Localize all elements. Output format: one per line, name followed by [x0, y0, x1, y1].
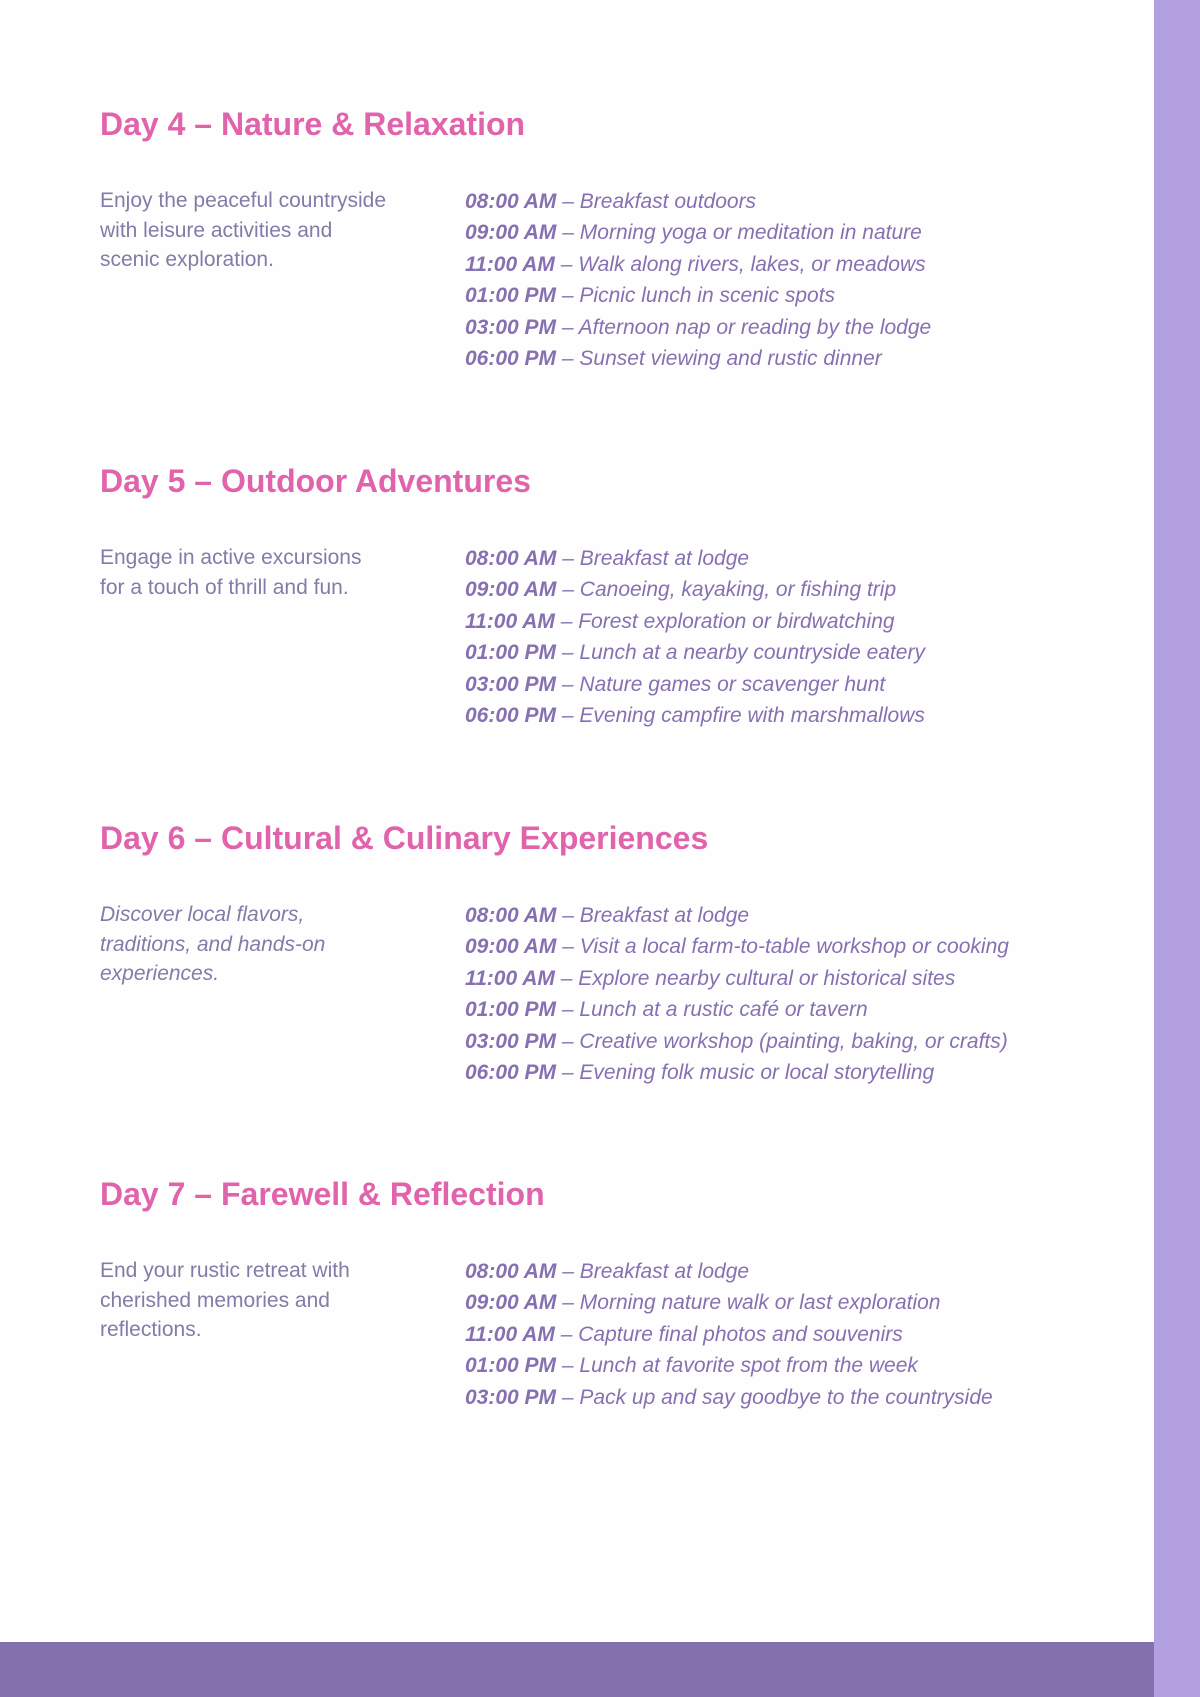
- day-title: Day 6 – Cultural & Culinary Experiences: [100, 820, 709, 856]
- separator: –: [556, 998, 580, 1022]
- day-title: Day 7 – Farewell & Reflection: [100, 1176, 545, 1212]
- schedule-time: 01:00 PM: [465, 641, 557, 665]
- day-description: End your rustic retreat with cherished memories and reflections.: [100, 1259, 350, 1341]
- separator: –: [556, 1385, 580, 1409]
- schedule-item: [465, 900, 1009, 931]
- schedule-item: [465, 963, 1009, 994]
- schedule-time: 03:00 PM: [465, 1385, 557, 1409]
- schedule-activity: Morning yoga or meditation in nature: [579, 221, 922, 245]
- schedule-item: [465, 637, 925, 668]
- schedule-item: [465, 669, 925, 700]
- schedule-item: [465, 1287, 993, 1318]
- schedule-item: [465, 1350, 993, 1381]
- separator: –: [556, 347, 580, 371]
- schedule-activity: Evening campfire with marshmallows: [579, 704, 925, 728]
- schedule-item: [465, 700, 925, 731]
- schedule-time: 09:00 AM: [465, 578, 557, 602]
- schedule-item: [465, 543, 925, 574]
- schedule-time: 08:00 AM: [465, 1260, 557, 1283]
- day-description: Engage in active excursions for a touch of thrill and fun.: [100, 546, 362, 599]
- separator: –: [556, 672, 580, 696]
- schedule-list: [465, 543, 925, 731]
- schedule-time: 06:00 PM: [465, 347, 557, 371]
- schedule-time: 03:00 PM: [465, 672, 557, 696]
- schedule-item: [465, 186, 931, 217]
- schedule-item: [465, 1057, 1009, 1088]
- schedule-item: [465, 931, 1009, 962]
- schedule-activity: Breakfast at lodge: [579, 904, 750, 927]
- bottom-accent-bar: [0, 1642, 1154, 1697]
- schedule-time: 01:00 PM: [465, 284, 557, 308]
- separator: –: [556, 1354, 580, 1378]
- schedule-time: 08:00 AM: [465, 904, 557, 927]
- schedule-time: 03:00 PM: [465, 315, 557, 339]
- schedule-item: [465, 312, 931, 343]
- schedule-list: [465, 1256, 993, 1413]
- schedule-time: 11:00 AM: [465, 966, 555, 990]
- schedule-activity: Creative workshop (painting, baking, or crafts): [579, 1029, 1008, 1053]
- separator: –: [556, 284, 580, 308]
- schedule-activity: Evening folk music or local storytelling: [579, 1061, 935, 1085]
- day-description: Enjoy the peaceful countryside with leisure activities and scenic exploration.: [100, 189, 387, 271]
- separator: –: [556, 315, 579, 339]
- separator: –: [556, 935, 580, 959]
- schedule-activity: Breakfast outdoors: [579, 190, 757, 213]
- separator: –: [554, 966, 579, 990]
- schedule-activity: Breakfast at lodge: [579, 1260, 750, 1283]
- schedule-activity: Picnic lunch in scenic spots: [579, 284, 836, 308]
- separator: –: [556, 704, 580, 728]
- schedule-time: 09:00 AM: [465, 221, 557, 245]
- schedule-time: 03:00 PM: [465, 1029, 557, 1053]
- schedule-activity: Lunch at favorite spot from the week: [579, 1354, 918, 1378]
- schedule-item: [465, 217, 931, 248]
- separator: –: [556, 1029, 580, 1053]
- schedule-time: 11:00 AM: [465, 609, 555, 633]
- schedule-activity: Breakfast at lodge: [579, 547, 750, 570]
- schedule-time: 06:00 PM: [465, 704, 557, 728]
- separator: –: [556, 904, 580, 927]
- schedule-activity: Capture final photos and souvenirs: [578, 1322, 903, 1346]
- schedule-time: 01:00 PM: [465, 998, 557, 1022]
- schedule-activity: Afternoon nap or reading by the lodge: [578, 315, 932, 339]
- schedule-activity: Explore nearby cultural or historical sites: [578, 966, 956, 990]
- separator: –: [554, 609, 579, 633]
- schedule-time: 08:00 AM: [465, 190, 557, 213]
- schedule-activity: Pack up and say goodbye to the countryside: [579, 1385, 993, 1409]
- schedule-activity: Lunch at a nearby countryside eatery: [579, 641, 925, 665]
- separator: –: [556, 190, 580, 213]
- schedule-item: [465, 606, 925, 637]
- schedule-time: 06:00 PM: [465, 1061, 557, 1085]
- schedule-item: [465, 280, 931, 311]
- schedule-time: 01:00 PM: [465, 1354, 557, 1378]
- schedule-time: 09:00 AM: [465, 1291, 557, 1315]
- schedule-activity: Canoeing, kayaking, or fishing trip: [579, 578, 897, 602]
- schedule-time: 08:00 AM: [465, 547, 557, 570]
- schedule-activity: Walk along rivers, lakes, or meadows: [578, 252, 926, 276]
- schedule-item: [465, 1319, 993, 1350]
- schedule-item: [465, 1382, 993, 1413]
- schedule-item: [465, 574, 925, 605]
- separator: –: [554, 1322, 579, 1346]
- day-title: Day 4 – Nature & Relaxation: [100, 106, 526, 142]
- schedule-activity: Morning nature walk or last exploration: [579, 1291, 941, 1315]
- schedule-item: [465, 343, 931, 374]
- day-description: Discover local flavors, traditions, and hands-on experiences.: [100, 903, 326, 985]
- separator: –: [556, 1260, 580, 1283]
- schedule-time: 11:00 AM: [465, 252, 555, 276]
- separator: –: [556, 1061, 580, 1085]
- schedule-item: [465, 1026, 1009, 1057]
- schedule-time: 09:00 AM: [465, 935, 557, 959]
- schedule-activity: Forest exploration or birdwatching: [578, 609, 895, 633]
- schedule-activity: Lunch at a rustic café or tavern: [579, 998, 868, 1022]
- day-title: Day 5 – Outdoor Adventures: [100, 463, 531, 499]
- schedule-time: 11:00 AM: [465, 1322, 555, 1346]
- separator: –: [556, 221, 580, 245]
- separator: –: [556, 547, 580, 570]
- right-accent-bar: [1154, 0, 1200, 1697]
- separator: –: [556, 1291, 580, 1315]
- schedule-activity: Visit a local farm-to-table workshop or cooking: [579, 935, 1009, 959]
- separator: –: [556, 641, 580, 665]
- schedule-item: [465, 249, 931, 280]
- schedule-activity: Nature games or scavenger hunt: [579, 672, 886, 696]
- schedule-list: [465, 186, 931, 374]
- separator: –: [554, 252, 579, 276]
- separator: –: [556, 578, 580, 602]
- schedule-list: [465, 900, 1009, 1088]
- schedule-item: [465, 994, 1009, 1025]
- schedule-activity: Sunset viewing and rustic dinner: [579, 347, 882, 371]
- schedule-item: [465, 1256, 993, 1287]
